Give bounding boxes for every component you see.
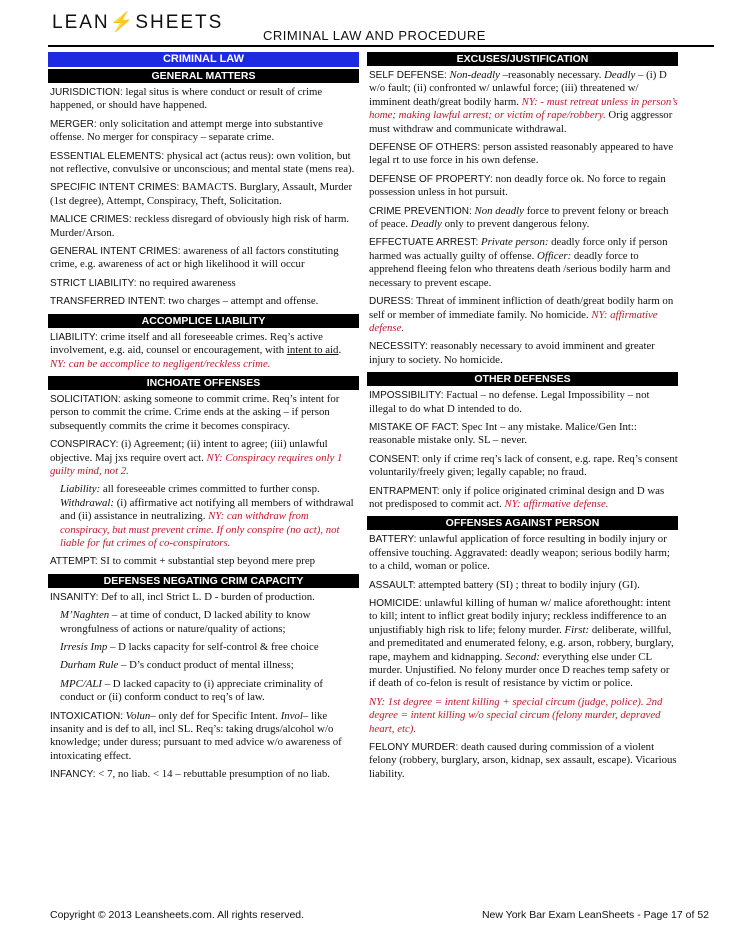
entry-effectuate-arrest: EFFECTUATE ARREST: Private person: deadly force only if person harmed was actually guilty of offense. Officer: deadly force to apprehend fleeing felon who threatens death /serious bodily harm and necessary to prevent escape. <box>369 236 671 289</box>
entry-solicitation: SOLICITATION: asking someone to commit crime. Req’s intent for person to commit the crime. Crime ends at the asking – if person subsequently commits the crime it becomes conspiracy. <box>50 392 340 432</box>
entry-crime-prevention: CRIME PREVENTION: Non deadly force to prevent felony or breach of peace. Deadly only to prevent dangerous felony. <box>369 204 669 231</box>
right-column <box>367 52 678 786</box>
entry-impossibility: IMPOSSIBILITY: Factual – no defense. Legal Impossibility – not illegal to do what D intended to do. <box>369 389 650 415</box>
entry-felony-murder: FELONY MURDER: death caused during commission of a violent felony (robbery, burglary, arson, kidnap, sex assault, escape). Vicarious liability. <box>369 741 677 780</box>
entry-self-defense: SELF DEFENSE: Non-deadly –reasonably necessary. Deadly – (i) D w/o fault; (ii) confronted w/ unlawful force; (iii) threatened w/ imminent death/great bodily harm. NY: - must retreat unless in person’s home; making lawful arrest; or victim of rape/robbery. Orig aggressor must withdraw and communicate withdrawal. <box>369 69 678 135</box>
entry-necessity: NECESSITY: reasonably necessary to avoid imminent and greater injury to society. No homicide. <box>369 340 655 366</box>
entry-conspiracy-liability: Liability: all foreseeable crimes committed to further consp. Withdrawal: (i) affirmative act notifying all members of withdrawal and (ii) assistance in neutralizing. NY: can withdraw from conspiracy, but must prevent crime. If only conspire (no act), not liable for fut crimes of co-conspirators. <box>60 483 354 549</box>
entry-duress: DURESS: Threat of imminent infliction of death/great bodily harm on self or member of immediate family. No homicide. NY: affirmative defense. <box>369 295 674 334</box>
entry-consent: CONSENT: only if crime req’s lack of consent, e.g. rape. Req’s consent voluntarily/freely given; legally capable; no fraud. <box>369 452 678 479</box>
entry-infancy: INFANCY: < 7, no liab. < 14 – rebuttable presumption of no liab. <box>50 768 330 781</box>
entry-irresistible-impulse: Irresis Imp – D lacks capacity for self-control & free choice <box>60 641 319 653</box>
entry-defense-of-property: DEFENSE OF PROPERTY: non deadly force ok. No force to regain possession unless in hot pursuit. <box>369 172 666 199</box>
entry-durham-rule: Durham Rule – D’s conduct product of mental illness; <box>60 659 294 672</box>
entry-homicide: HOMICIDE: unlawful killing of human w/ malice aforethought: intent to kill; intent to inflict great bodily injury; reckless indifference to an unjustifiably high risk to life; felony murder. First: deliberate, willful, and premeditated and enumerated felony, e.g. arson, robbery, burglary, rape, mayhem and kidnapping. Second: everything else under CL murder. Unjustified. No felony murder once D reaches temp safety or if death of co-felon is result of resistance by victim or police. <box>369 597 674 690</box>
heading-inchoate: INCHOATE OFFENSES <box>48 376 359 390</box>
entry-jurisdiction: JURISDICTION: legal situs is where conduct or result of crime happened, or should have happened. <box>50 86 323 112</box>
heading-general-matters: GENERAL MATTERS <box>48 69 359 83</box>
footer-page-number: New York Bar Exam LeanSheets - Page 17 of 52 <box>481 909 709 921</box>
entry-conspiracy: CONSPIRACY: (i) Agreement; (ii) intent to agree; (iii) unlawful objective. Maj jxs require overt act. NY: Conspiracy requires only 1 guilty mind, not 2. <box>50 438 343 477</box>
entry-strict-liability: STRICT LIABILITY: no required awareness <box>50 276 236 289</box>
entry-mistake-of-fact: MISTAKE OF FACT: Spec Int – any mistake. Malice/Gen Int:: reasonable mistake only. SL – never. <box>369 420 637 447</box>
entry-assault: ASSAULT: attempted battery (SI) ; threat to bodily injury (GI). <box>369 578 640 591</box>
heading-capacity: DEFENSES NEGATING CRIM CAPACITY <box>48 574 359 588</box>
entry-mnaghten: M’Naghten – at time of conduct, D lacked ability to know wrongfulness of actions or nature/quality of actions; <box>60 609 311 635</box>
entry-battery: BATTERY: unlawful application of force resulting in bodily injury or offensive touching. Aggravated: deadly weapon; serious bodily harm; to a child, woman or police. <box>369 533 670 573</box>
entry-insanity: INSANITY: Def to all, incl Strict L. D - burden of production. <box>50 590 315 603</box>
entry-entrapment: ENTRAPMENT: only if police originated criminal design and D was not predisposed to commit act. NY: affirmative defense. <box>369 484 665 510</box>
heading-other-defenses: OTHER DEFENSES <box>367 372 678 386</box>
page-title: CRIMINAL LAW AND PROCEDURE <box>263 28 486 43</box>
entry-general-intent: GENERAL INTENT CRIMES: awareness of all factors constituting crime, e.g. awareness of act or high likelihood it will occur <box>50 245 339 271</box>
heading-offenses-against-person: OFFENSES AGAINST PERSON <box>367 516 678 530</box>
entry-attempt: ATTEMPT: SI to commit + substantial step beyond mere prep <box>50 555 316 568</box>
footer-copyright: Copyright © 2013 Leansheets.com. All rights reserved. <box>50 909 305 921</box>
entry-mpc-ali: MPC/ALI – D lacked capacity to (i) appreciate criminality of conduct or (ii) conform conduct to req’s of law. <box>60 677 323 704</box>
entry-merger: MERGER: only solicitation and attempt merge into substantive offense. No merger for conspiracy – separate crime. <box>50 117 323 144</box>
entry-defense-of-others: DEFENSE OF OTHERS: person assisted reasonably appeared to have legal rt to use force in his own defense. <box>369 141 674 167</box>
heading-excuses: EXCUSES/JUSTIFICATION <box>367 52 678 66</box>
section-heading-criminal-law: CRIMINAL LAW <box>48 52 359 67</box>
bolt-icon: ⚡ <box>109 12 136 33</box>
entry-transferred-intent: TRANSFERRED INTENT: two charges – attempt and offense. <box>50 295 319 308</box>
entry-essential-elements: ESSENTIAL ELEMENTS: physical act (actus reus): own volition, but not reflective, convulsive or unconscious; and mental state (mens rea). <box>50 149 355 176</box>
left-column <box>48 52 359 787</box>
entry-accomplice-liability: LIABILITY: crime itself and all foreseeable crimes. Req’s active involvement, e.g. aid, counsel or encouragement, with intent to aid. NY: can be accomplice to negligent/reckless crime. <box>50 330 342 370</box>
header-divider <box>48 45 714 47</box>
entry-malice-crimes: MALICE CRIMES: reckless disregard of obviously high risk of harm. Murder/Arson. <box>50 213 350 239</box>
logo: LEAN⚡SHEETS <box>52 12 224 33</box>
entry-homicide-ny: NY: 1st degree = intent killing + special circum (judge, police). 2nd degree = intent killing w/o special circum (felony murder, depraved heart, etc). <box>369 695 663 735</box>
entry-specific-intent: SPECIFIC INTENT CRIMES: BAMACTS. Burglary, Assault, Murder (1st degree), Attempt, Conspiracy, Theft, Solicitation. <box>50 181 353 207</box>
entry-intoxication: INTOXICATION: Volun– only def for Specific Intent. Invol– like insanity and is def to all, incl SL. Req’s: taking drugs/alcohol w/o knowledge; under duress; pursuant to med advice w/o awareness of intoxicating effect. <box>50 709 342 762</box>
heading-accomplice: ACCOMPLICE LIABILITY <box>48 314 359 328</box>
